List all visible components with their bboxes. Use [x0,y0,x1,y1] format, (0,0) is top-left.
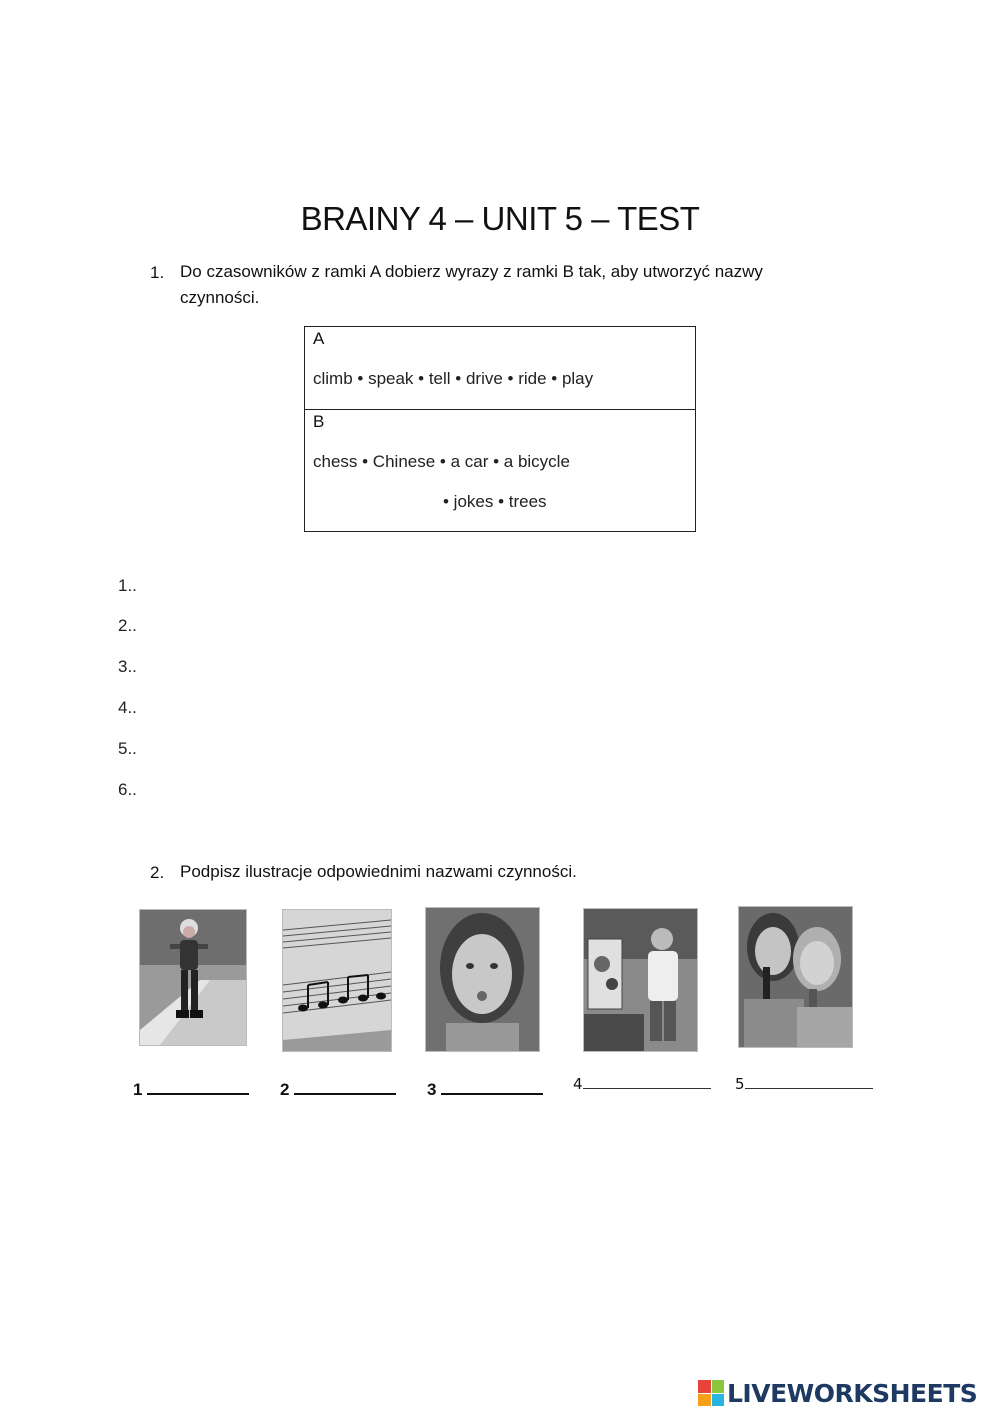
answer-line-2[interactable]: 2.. [118,616,137,635]
picture-whistling [425,907,540,1052]
answer-line-3[interactable]: 3.. [118,657,137,676]
page-title: BRAINY 4 – UNIT 5 – TEST [300,200,700,237]
answer-line-5[interactable]: 5.. [118,739,137,758]
caption-2-blank[interactable] [294,1079,396,1095]
box-a-label: A [313,329,325,348]
caption-5-number: 5 [735,1075,745,1093]
word-box [304,326,696,532]
picture-roller-skating [139,909,247,1046]
word-box-b [305,410,695,531]
logo-mark-tile-4 [712,1394,725,1407]
exercise-2-number: 2. [150,863,165,882]
picture-playing-music [282,909,392,1052]
caption-3-number: 3 [427,1080,437,1099]
caption-2[interactable] [280,1079,396,1100]
logo-mark-tile-3 [698,1394,711,1407]
logo-mark-icon [698,1380,724,1406]
box-b-words-line2: • jokes • trees [443,492,547,511]
caption-5[interactable] [735,1075,873,1093]
box-a-words: climb • speak • tell • drive • ride • play [313,369,594,388]
logo-text: LIVEWORKSHEETS [727,1378,978,1408]
caption-2-number: 2 [280,1080,290,1099]
word-box-a [305,327,695,410]
caption-1-blank[interactable] [147,1079,249,1095]
caption-3-blank[interactable] [441,1079,543,1095]
logo-mark-tile-2 [712,1380,725,1393]
caption-4-blank[interactable] [583,1076,711,1089]
caption-3[interactable] [427,1079,543,1100]
answer-line-6[interactable]: 6.. [118,780,137,799]
picture-singing [738,906,853,1048]
liveworksheets-logo[interactable] [698,1378,977,1408]
box-b-words-line1: chess • Chinese • a car • a bicycle [313,452,570,471]
caption-4[interactable] [573,1075,711,1093]
exercise-1-number: 1. [150,263,165,282]
exercise-2-instruction: Podpisz ilustracje odpowiednimi nazwami czynności. [180,862,577,881]
caption-1-number: 1 [133,1080,143,1099]
logo-mark-tile-1 [698,1380,711,1393]
exercise-1-instruction-line1: Do czasowników z ramki A dobierz wyrazy z ramki B tak, aby utworzyć nazwy [180,262,763,281]
picture-painting [583,908,698,1052]
caption-5-blank[interactable] [745,1076,873,1089]
answer-line-1[interactable]: 1.. [118,576,137,595]
caption-1[interactable] [133,1079,249,1100]
box-b-label: B [313,412,325,431]
caption-4-number: 4 [573,1075,583,1093]
exercise-1-instruction-line2: czynności. [180,288,260,307]
answer-line-4[interactable]: 4.. [118,698,137,717]
